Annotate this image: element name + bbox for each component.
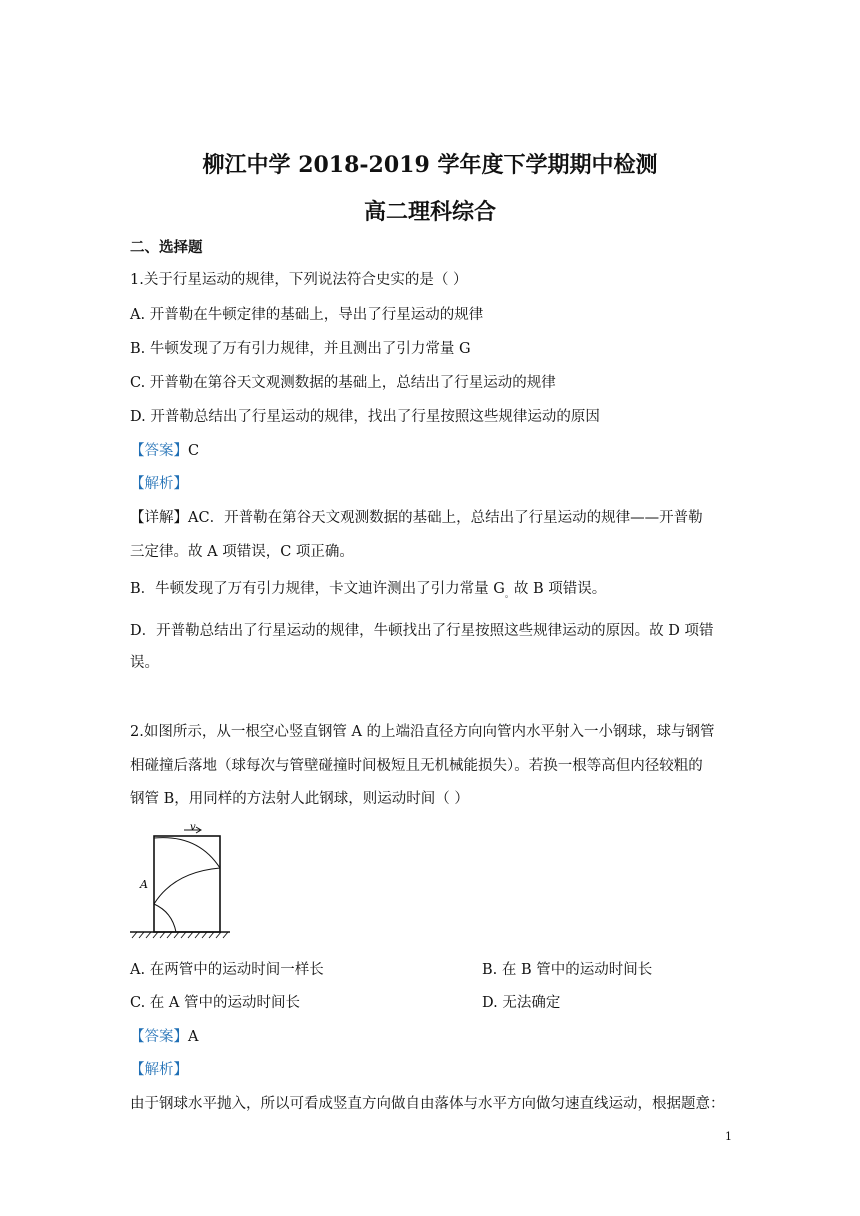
page-title: 柳江中学 2018-2019 学年度下学期期中检测 bbox=[202, 152, 658, 178]
section-heading: 二、选择题 bbox=[130, 239, 203, 256]
answer-tag: 【答案】 bbox=[130, 1029, 188, 1045]
question-2-stem-line-3: 钢管 B，用同样的方法射人此钢球，则运动时间（ ） bbox=[130, 791, 469, 807]
question-2-option-b: B. 在 B 管中的运动时间长 bbox=[482, 962, 653, 978]
question-1-option-c: C. 开普勒在第谷天文观测数据的基础上，总结出了行星运动的规律 bbox=[130, 375, 556, 391]
question-2-analysis-tag: 【解析】 bbox=[130, 1062, 188, 1078]
page-number: 1 bbox=[725, 1130, 732, 1143]
detail-b-subscript: 。 bbox=[504, 590, 514, 600]
question-2-stem-line-1: 2.如图所示，从一根空心竖直钢管 A 的上端沿直径方向向管内水平射入一小钢球，球与钢管 bbox=[130, 724, 715, 740]
question-1-analysis-tag: 【解析】 bbox=[130, 476, 188, 492]
question-1-detail-b bbox=[130, 577, 606, 600]
question-2-analysis-line: 由于钢球水平抛入，所以可看成竖直方向做自由落体与水平方向做匀速直线运动，根据题意： bbox=[130, 1096, 725, 1112]
question-2-option-c: C. 在 A 管中的运动时间长 bbox=[130, 995, 300, 1011]
question-1-answer bbox=[130, 439, 199, 460]
detail-tag: 【详解】 bbox=[130, 510, 188, 526]
question-1-detail-d-line-2: 误。 bbox=[130, 655, 159, 671]
question-1-detail-line-2: 三定律。故 A 项错误，C 项正确。 bbox=[130, 544, 354, 560]
question-1-option-d: D. 开普勒总结出了行星运动的规律，找出了行星按照这些规律运动的原因 bbox=[130, 409, 600, 425]
answer-value: C bbox=[188, 443, 200, 459]
tube-label: A bbox=[140, 878, 148, 891]
question-1-detail-d-line-1: D．开普勒总结出了行星运动的规律，牛顿找出了行星按照这些规律运动的原因。故 D 项错 bbox=[130, 623, 714, 639]
velocity-label: v bbox=[190, 824, 196, 833]
question-2-answer bbox=[130, 1025, 198, 1046]
question-2-option-d: D. 无法确定 bbox=[482, 995, 561, 1011]
question-1-stem: 1.关于行星运动的规律，下列说法符合史实的是（ ） bbox=[130, 272, 468, 288]
detail-text: AC．开普勒在第谷天文观测数据的基础上，总结出了行星运动的规律——开普勒 bbox=[188, 510, 703, 526]
question-1-option-a: A. 开普勒在牛顿定律的基础上，导出了行星运动的规律 bbox=[130, 307, 484, 323]
detail-b-text: B．牛顿发现了万有引力规律，卡文迪许测出了引力常量 G bbox=[130, 581, 505, 597]
answer-value: A bbox=[188, 1029, 199, 1045]
question-1-detail-line-1 bbox=[130, 506, 703, 527]
answer-tag: 【答案】 bbox=[130, 443, 188, 459]
question-1-option-b: B. 牛顿发现了万有引力规律，并且测出了引力常量 G bbox=[130, 341, 471, 357]
tube-trajectory-figure bbox=[128, 824, 232, 940]
tube-outline bbox=[154, 836, 220, 932]
page-subtitle: 高二理科综合 bbox=[363, 199, 496, 225]
question-2-stem-line-2: 相碰撞后落地（球每次与管壁碰撞时间极短且无机械能损失）。若换一根等高但内径较粗的 bbox=[130, 758, 703, 774]
detail-b-end: 故 B 项错误。 bbox=[513, 581, 607, 597]
question-2-option-a: A. 在两管中的运动时间一样长 bbox=[130, 962, 324, 978]
